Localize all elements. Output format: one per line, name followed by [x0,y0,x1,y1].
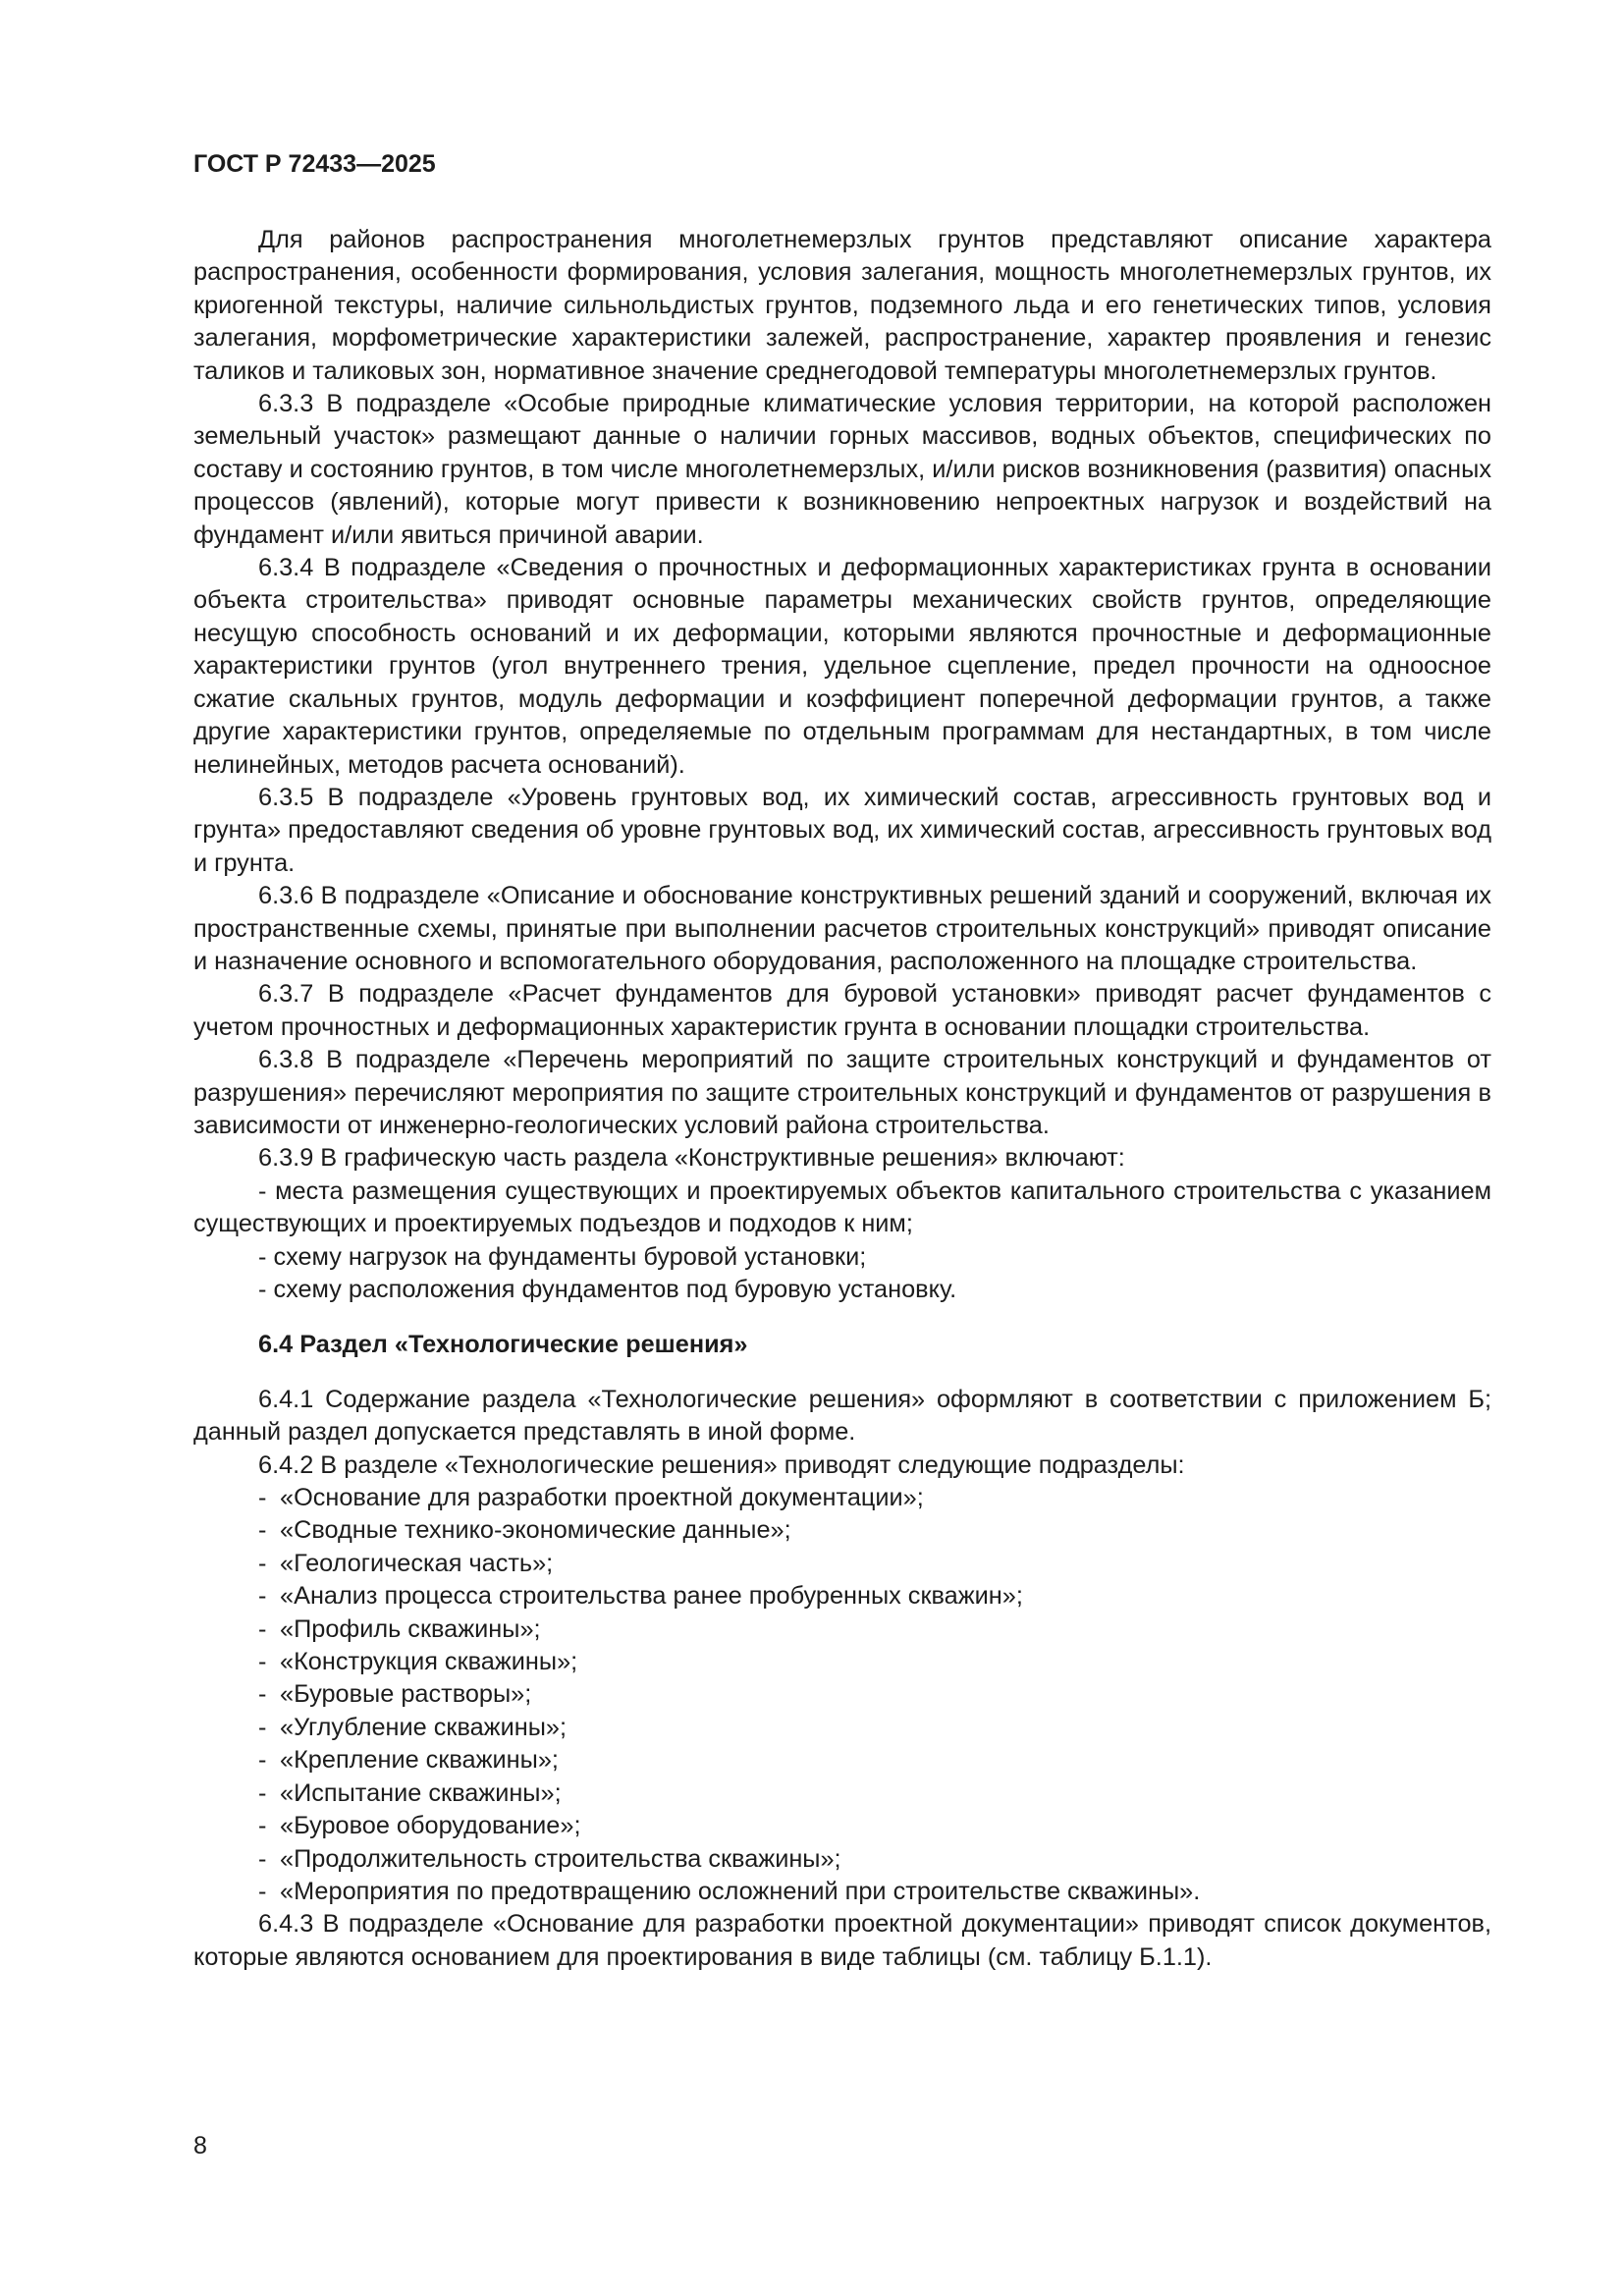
list-item [193,1810,1491,1842]
dash-marker: - [258,1746,267,1775]
paragraph-permafrost: Для районов распространения многолетнемерзлых грунтов представляют описание характера распространения, особенности формирования, условия залегания, мощность многолетнемерзлых грунтов, их криогенной текстуры, наличие сильнольдистых грунтов, подземного льда и его генетических типов, условия залегания, морфометрические характеристики залежей, распространение, характер проявления и генезис таликов и таликовых зон, нормативное значение среднегодовой температуры многолетнемерзлых грунтов. [193,226,1491,385]
paragraph-6-3-9: 6.3.9 В графическую часть раздела «Конструктивные решения» включают: [258,1144,1125,1173]
document-code: ГОСТ Р 72433—2025 [193,150,436,178]
list-item-text: «Испытание скважины»; [280,1778,562,1807]
document-body [193,224,1491,1974]
dash-marker: - [258,1713,267,1741]
paragraph-6-3-3: 6.3.3 В подразделе «Особые природные климатические условия территории, на которой расположен земельный участок» размещают данные о наличии горных массивов, водных объектов, специфических по составу и состоянию грунтов, в том числе многолетнемерзлых, и/или рисков возникновения (развития) опасных процессов (явлений), которые могут привести к возникновению непроектных нагрузок и воздействий на фундамент и/или явиться причиной аварии. [193,390,1491,549]
dash-marker: - [258,1648,267,1676]
dash-marker: - [258,1582,267,1611]
list-item: - места размещения существующих и проектируемых объектов капитального строительства с указанием существующих и проектируемых подъездов и подходов к ним; [193,1176,1491,1238]
dash-marker: - [258,1614,267,1643]
list-item-text: «Буровое оборудование»; [280,1812,581,1840]
list-item-text: «Мероприятия по предотвращению осложнений при строительстве скважины». [280,1877,1201,1905]
dash-marker: - [258,1549,267,1577]
list-item-text: «Крепление скважины»; [280,1746,559,1775]
list-item [193,1613,1491,1646]
dash-marker: - [258,1778,267,1807]
list-item [193,1777,1491,1810]
list-item [193,1548,1491,1580]
list-item [193,1514,1491,1547]
list-item [193,1843,1491,1876]
dash-marker: - [258,1484,267,1512]
list-item-text: «Буровые растворы»; [280,1680,532,1709]
paragraph-6-4-1: 6.4.1 Содержание раздела «Технологические решения» оформляют в соответствии с приложением Б; данный раздел допускается представлять в иной форме. [193,1385,1491,1447]
list-item-text: «Профиль скважины»; [280,1614,541,1643]
list-item-text: «Основание для разработки проектной документации»; [280,1484,924,1512]
dash-marker: - [258,1680,267,1709]
list-item-text: «Геологическая часть»; [280,1549,554,1577]
list-item [193,1580,1491,1613]
list-item-text: «Конструкция скважины»; [280,1648,578,1676]
paragraph-6-3-6: 6.3.6 В подразделе «Описание и обоснование конструктивных решений зданий и сооружений, включая их пространственные схемы, принятые при выполнении расчетов строительных конструкций» приводят описание и назначение основного и вспомогательного оборудования, расположенного на площадке строительства. [193,882,1491,975]
section-heading-6-4: 6.4 Раздел «Технологические решения» [258,1331,748,1359]
dash-marker: - [258,1516,267,1545]
list-item [193,1646,1491,1678]
dash-marker: - [258,1877,267,1905]
page-number: 8 [193,2132,207,2159]
paragraph-6-4-3: 6.4.3 В подразделе «Основание для разработки проектной документации» приводят список документов, которые являются основанием для проектирования в виде таблицы (см. таблицу Б.1.1). [193,1910,1491,1971]
list-item [193,1744,1491,1777]
paragraph-6-4-2: 6.4.2 В разделе «Технологические решения» приводят следующие подразделы: [258,1450,1185,1479]
paragraph-6-3-8: 6.3.8 В подразделе «Перечень мероприятий по защите строительных конструкций и фундаментов от разрушения» перечисляют мероприятия по защите строительных конструкций и фундаментов от разрушения в зависимости от инженерно-геологических условий района строительства. [193,1046,1491,1139]
subsection-list [193,1482,1491,1908]
list-item-text: «Углубление скважины»; [280,1713,567,1741]
list-item-text: «Продолжительность строительства скважины»; [280,1844,841,1873]
dash-marker: - [258,1844,267,1873]
list-item [193,1678,1491,1711]
list-item-text: «Сводные технико-экономические данные»; [280,1516,791,1545]
list-item-text: «Анализ процесса строительства ранее пробуренных скважин»; [280,1582,1023,1611]
paragraph-6-3-7: 6.3.7 В подразделе «Расчет фундаментов для буровой установки» приводят расчет фундаментов с учетом прочностных и деформационных характеристик грунта в основании площадки строительства. [193,980,1491,1041]
list-item: - схему нагрузок на фундаменты буровой установки; [258,1242,867,1271]
paragraph-6-3-4: 6.3.4 В подразделе «Сведения о прочностных и деформационных характеристиках грунта в основании объекта строительства» приводят основные параметры механических свойств грунтов, определяющие несущую способность оснований и их деформации, которыми являются прочностные и деформационные характеристики грунтов (угол внутреннего трения, удельное сцепление, предел прочности на одноосное сжатие скальных грунтов, модуль деформации и коэффициент поперечной деформации грунтов, а также другие характеристики грунтов, определяемые по отдельным программам для нестандартных, в том числе нелинейных, методов расчета оснований). [193,554,1491,779]
list-item [193,1712,1491,1744]
dash-marker: - [258,1812,267,1840]
paragraph-6-3-5: 6.3.5 В подразделе «Уровень грунтовых вод, их химический состав, агрессивность грунтовых вод и грунта» предоставляют сведения об уровне грунтовых вод, их химический состав, агрессивность грунтовых вод и грунта. [193,783,1491,877]
list-item: - схему расположения фундаментов под буровую установку. [258,1276,957,1303]
list-item [193,1876,1491,1908]
list-item [193,1482,1491,1514]
